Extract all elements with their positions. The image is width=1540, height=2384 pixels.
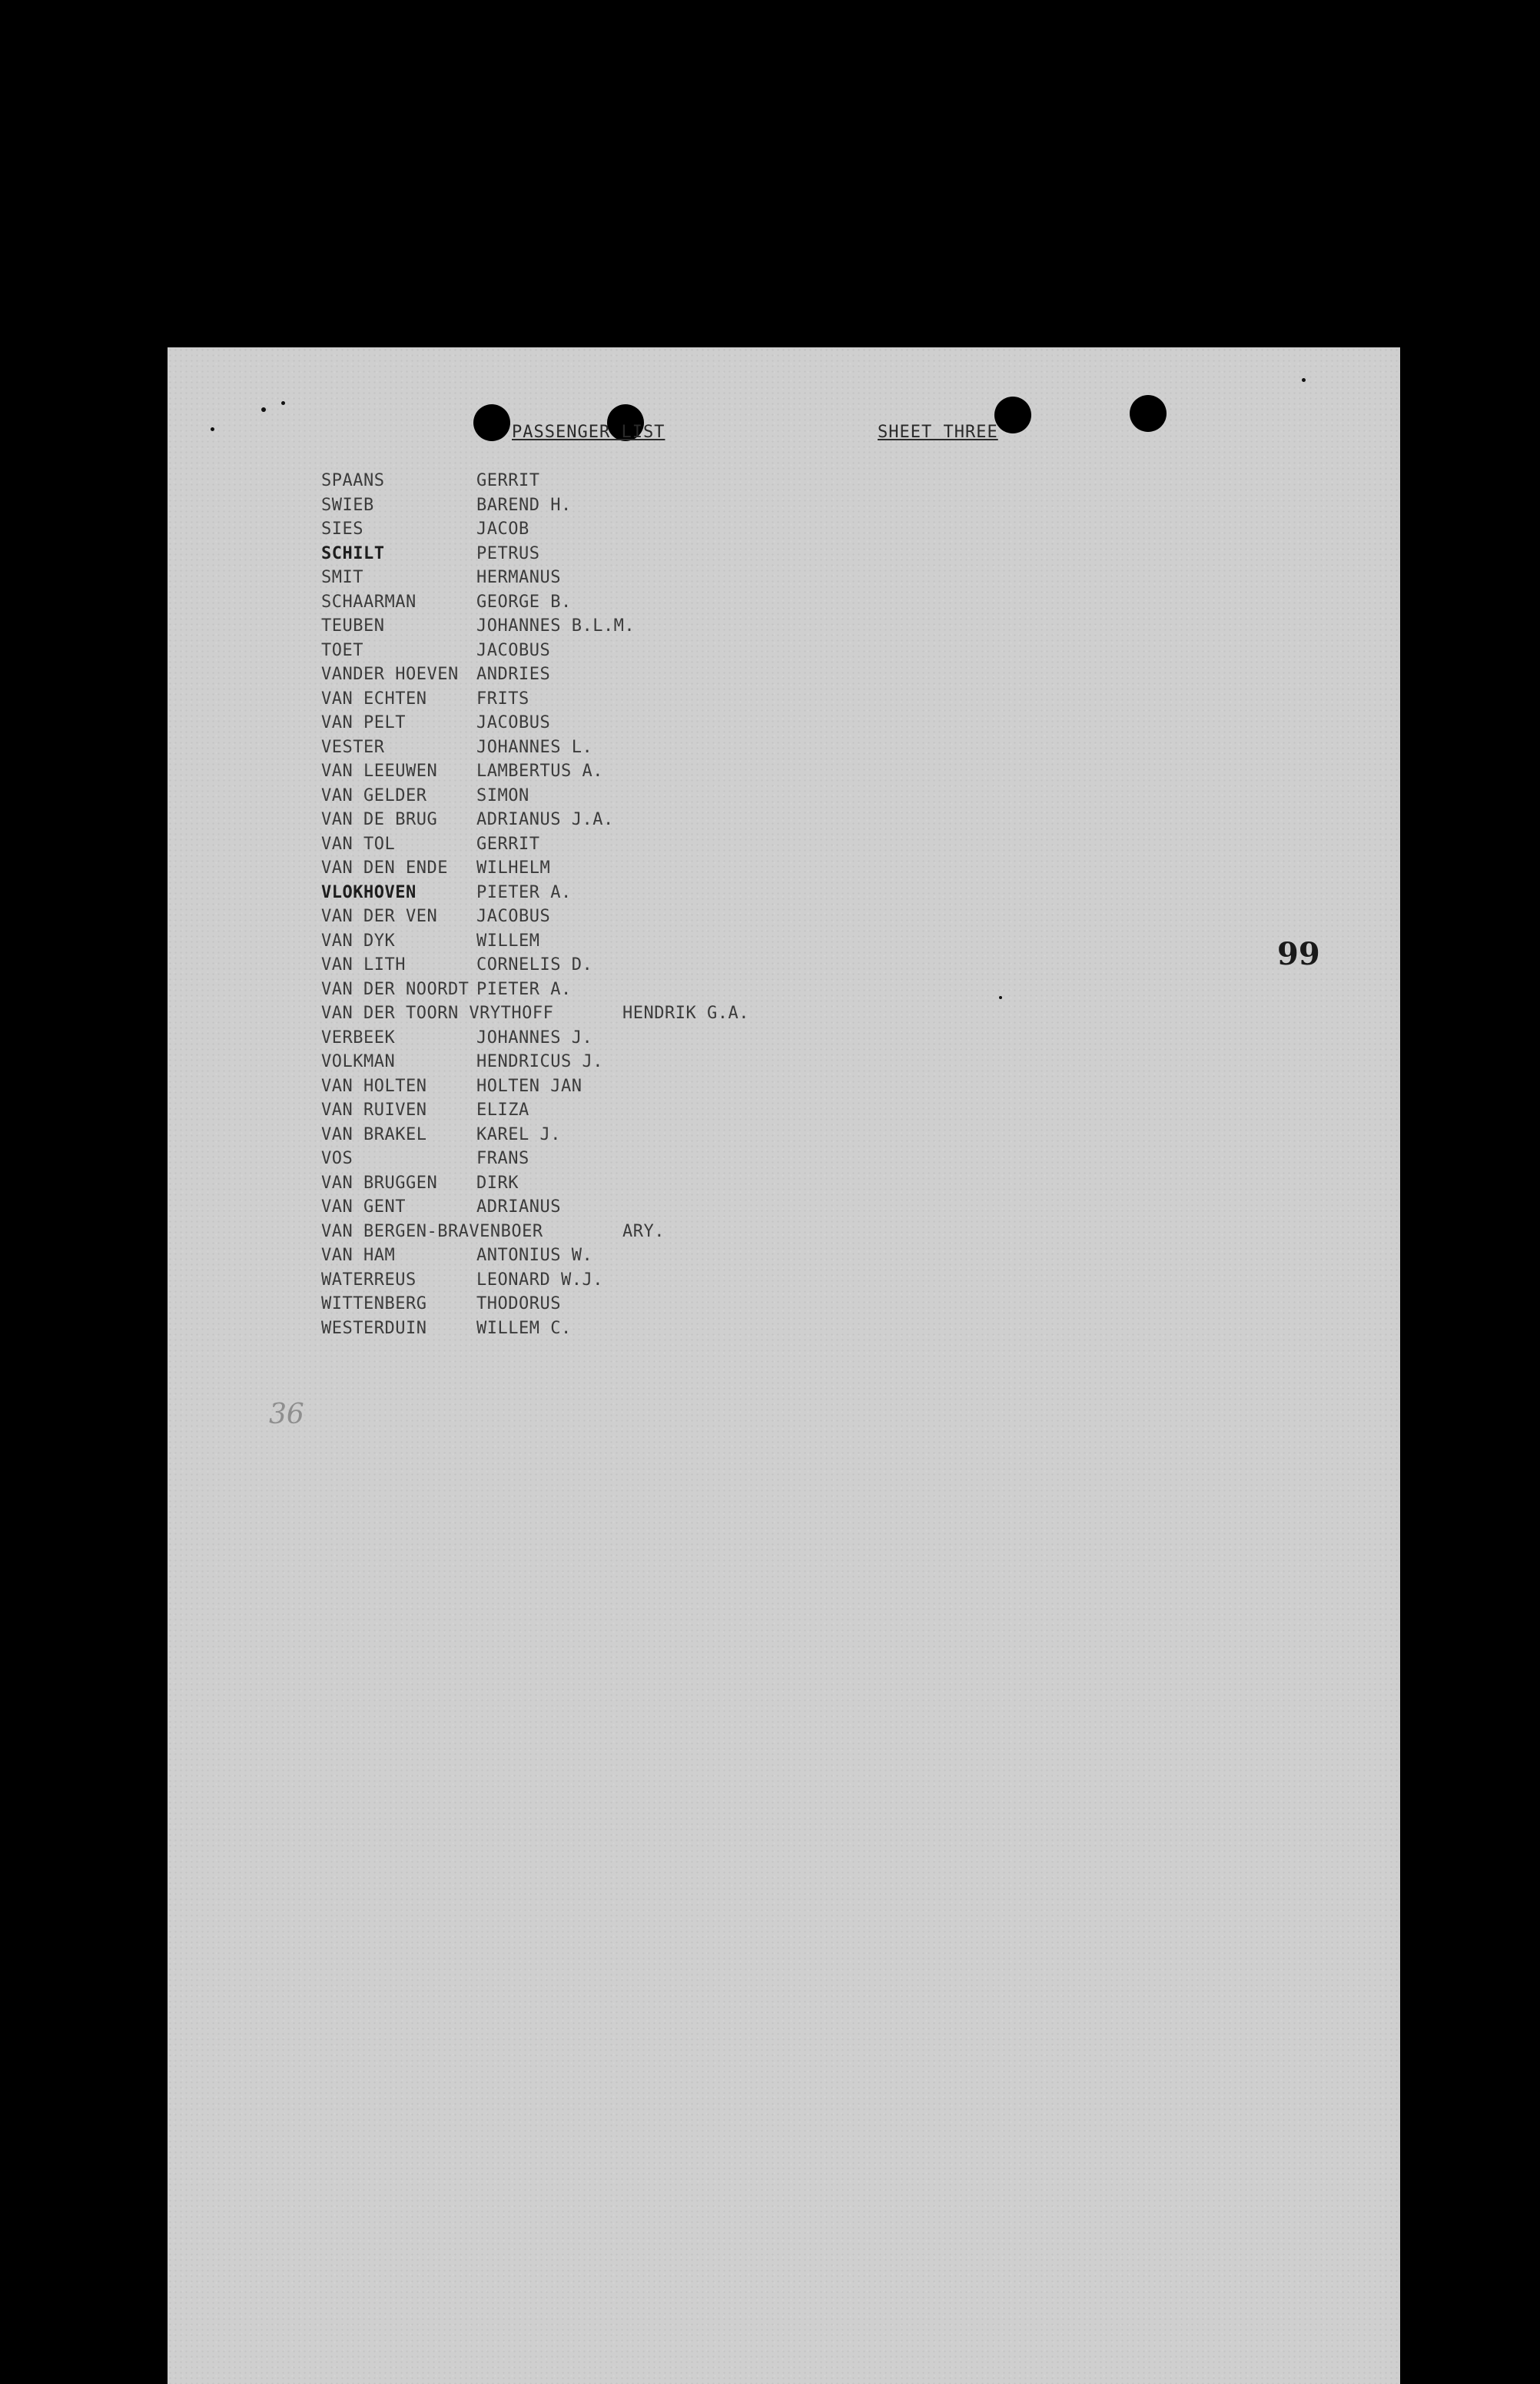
passenger-surname: VLOKHOVEN: [321, 882, 417, 902]
passenger-given-name: HENDRIK G.A.: [622, 1004, 749, 1023]
ink-speck: [1302, 378, 1306, 382]
passenger-surname: WATERREUS: [321, 1270, 417, 1290]
passenger-surname: SWIEB: [321, 495, 374, 515]
passenger-given-name: GEORGE B.: [476, 592, 572, 612]
passenger-surname: VAN ECHTEN: [321, 689, 427, 709]
passenger-surname: VAN HAM: [321, 1246, 396, 1265]
passenger-surname: TEUBEN: [321, 616, 385, 636]
passenger-surname: VAN DER TOORN VRYTHOFF: [321, 1004, 554, 1023]
passenger-surname: VAN DYK: [321, 931, 396, 951]
passenger-surname: SCHAARMAN: [321, 592, 417, 612]
passenger-list-title: PASSENGER LIST: [512, 423, 665, 442]
passenger-surname: VESTER: [321, 737, 385, 757]
passenger-surname: VAN DEN ENDE: [321, 858, 448, 878]
passenger-given-name: ANTONIUS W.: [476, 1246, 593, 1265]
passenger-given-name: JACOBUS: [476, 713, 551, 732]
passenger-given-name: HOLTEN JAN: [476, 1076, 582, 1096]
passenger-surname: VAN GELDER: [321, 785, 427, 805]
passenger-surname: SCHILT: [321, 543, 385, 563]
punch-hole: [473, 404, 510, 441]
passenger-surname: VAN GENT: [321, 1197, 406, 1217]
passenger-given-name: ADRIANUS: [476, 1197, 561, 1217]
passenger-given-name: GERRIT: [476, 471, 540, 490]
passenger-given-name: WILHELM: [476, 858, 551, 878]
passenger-given-name: JACOB: [476, 520, 529, 539]
passenger-surname: VAN LEEUWEN: [321, 762, 438, 781]
passenger-surname: SIES: [321, 520, 363, 539]
passenger-surname: VAN DE BRUG: [321, 810, 438, 829]
passenger-given-name: WILLEM: [476, 931, 540, 951]
punch-hole: [994, 397, 1031, 433]
passenger-surname: VAN LITH: [321, 955, 406, 975]
passenger-surname: VANDER HOEVEN: [321, 665, 459, 684]
passenger-given-name: LEONARD W.J.: [476, 1270, 603, 1290]
passenger-surname: SMIT: [321, 568, 363, 587]
passenger-surname: WESTERDUIN: [321, 1318, 427, 1338]
ink-speck: [281, 401, 285, 405]
passenger-given-name: PETRUS: [476, 543, 540, 563]
passenger-given-name: FRANS: [476, 1149, 529, 1168]
ink-speck: [261, 407, 266, 412]
passenger-surname: VERBEEK: [321, 1028, 396, 1048]
passenger-given-name: PIETER A.: [476, 979, 572, 999]
passenger-surname: VAN BRUGGEN: [321, 1173, 438, 1193]
passenger-given-name: SIMON: [476, 785, 529, 805]
passenger-given-name: WILLEM C.: [476, 1318, 572, 1338]
passenger-given-name: FRITS: [476, 689, 529, 709]
passenger-given-name: JACOBUS: [476, 640, 551, 660]
passenger-given-name: JOHANNES B.L.M.: [476, 616, 636, 636]
passenger-given-name: LAMBERTUS A.: [476, 762, 603, 781]
passenger-surname: VAN DER VEN: [321, 907, 438, 926]
passenger-given-name: ELIZA: [476, 1101, 529, 1120]
passenger-given-name: ANDRIES: [476, 665, 551, 684]
passenger-surname: WITTENBERG: [321, 1294, 427, 1313]
passenger-surname: VOS: [321, 1149, 353, 1168]
passenger-given-name: CORNELIS D.: [476, 955, 593, 975]
passenger-surname: VAN TOL: [321, 834, 396, 854]
passenger-surname: VAN PELT: [321, 713, 406, 732]
passenger-surname: VAN BERGEN-BRAVENBOER: [321, 1221, 543, 1241]
ink-speck: [999, 996, 1002, 999]
sheet-label: SHEET THREE: [878, 423, 998, 442]
passenger-given-name: ADRIANUS J.A.: [476, 810, 614, 829]
ink-speck: [211, 427, 214, 431]
passenger-given-name: HERMANUS: [476, 568, 561, 587]
passenger-given-name: ARY.: [622, 1221, 665, 1241]
passenger-surname: VOLKMAN: [321, 1052, 396, 1071]
passenger-surname: VAN BRAKEL: [321, 1124, 427, 1144]
page-number: 99: [1277, 936, 1320, 972]
passenger-given-name: BAREND H.: [476, 495, 572, 515]
passenger-given-name: JACOBUS: [476, 907, 551, 926]
passenger-surname: SPAANS: [321, 471, 385, 490]
passenger-given-name: GERRIT: [476, 834, 540, 854]
passenger-given-name: JOHANNES J.: [476, 1028, 593, 1048]
passenger-given-name: THODORUS: [476, 1294, 561, 1313]
passenger-surname: VAN HOLTEN: [321, 1076, 427, 1096]
passenger-surname: VAN DER NOORDT: [321, 979, 470, 999]
passenger-given-name: JOHANNES L.: [476, 737, 593, 757]
passenger-surname: TOET: [321, 640, 363, 660]
passenger-given-name: HENDRICUS J.: [476, 1052, 603, 1071]
passenger-given-name: PIETER A.: [476, 882, 572, 902]
document-sheet: [168, 347, 1400, 2384]
passenger-given-name: KAREL J.: [476, 1124, 561, 1144]
passenger-surname: VAN RUIVEN: [321, 1101, 427, 1120]
punch-hole: [1130, 395, 1167, 432]
pencil-annotation: 36: [269, 1399, 304, 1430]
passenger-given-name: DIRK: [476, 1173, 519, 1193]
